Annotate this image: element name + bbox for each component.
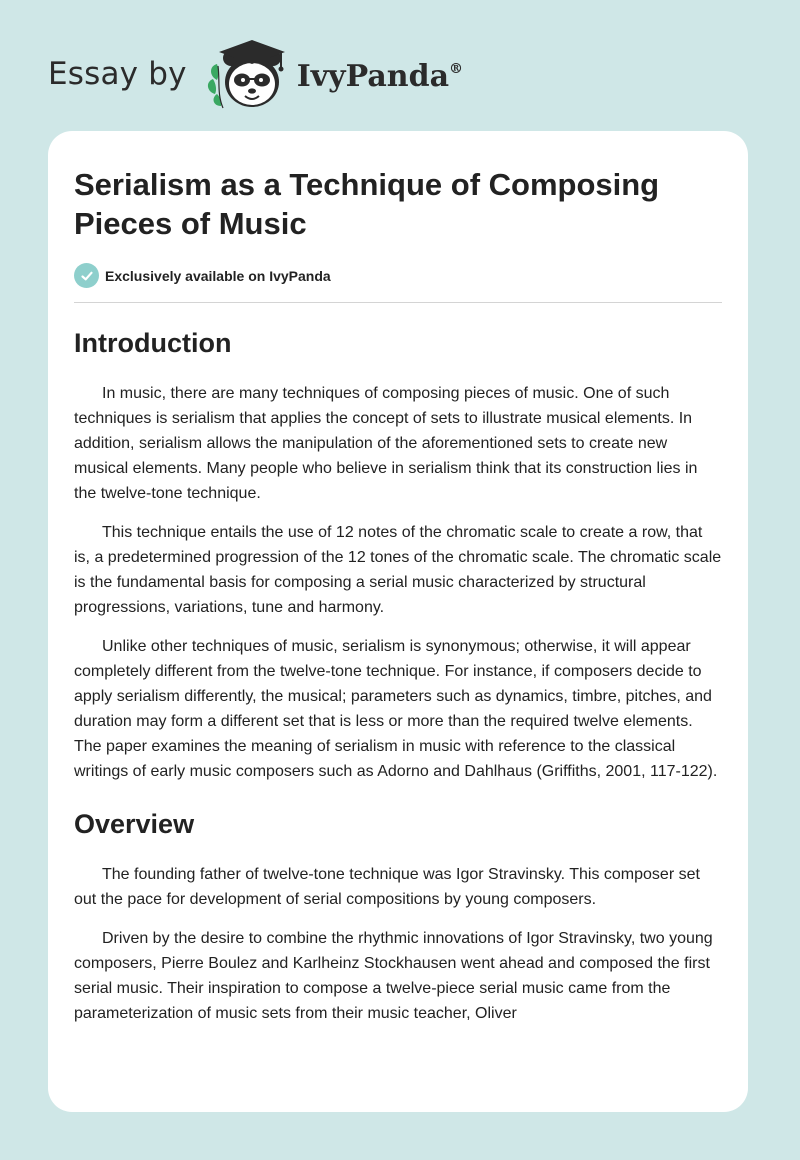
essay-card [48,131,748,1112]
paragraph: In music, there are many techniques of composing pieces of music. One of such techniques is serialism that applies the concept of sets to illustrate musical elements. In addition, serialism allows the manipulation of the aforementioned sets to create new musical elements. Many people who believe in serialism think that its construction lies in the twelve-tone technique. [74,385,698,502]
essay-by-label: Essay by [48,56,187,92]
registered-mark: ® [449,60,464,77]
paragraph: This technique entails the use of 12 notes of the chromatic scale to create a row, that is, a predetermined progression of the 12 tones of the chromatic scale. The chromatic scale is the fundamental basis for composing a serial music characterized by structural progressions, variations, tune and harmony. [74,524,722,616]
paragraph: The founding father of twelve-tone technique was Igor Stravinsky. This composer set out the pace for development of serial compositions by young composers. [74,866,700,908]
section-heading-introduction: Introduction [74,328,232,358]
brand-name: IvyPanda® [296,58,464,94]
site-header [48,36,463,112]
page-title: Serialism as a Technique of Composing Pieces of Music [74,167,660,241]
paragraph: Driven by the desire to combine the rhythmic innovations of Igor Stravinsky, two young composers, Pierre Boulez and Karlheinz Stockhausen went ahead and composed the first serial music. Their inspiration to compose a twelve-piece serial music came from the parameterization of music sets from their music teacher, Oliver [74,930,713,1022]
exclusive-badge-label: Exclusively available on IvyPanda [105,267,331,284]
section-heading-overview: Overview [74,809,195,839]
exclusive-badge [74,263,722,303]
check-icon [74,263,99,288]
paragraph: Unlike other techniques of music, serialism is synonymous; otherwise, it will appear completely different from the twelve-tone technique. For instance, if composers decide to apply serialism differently, the musical; parameters such as dynamics, timbre, pitches, and duration may form a different set that is less or more than the required twelve elements. The paper examines the meaning of serialism in music with reference to the classical writings of early music composers such as Adorno and Dahlhaus (Griffiths, 2001, 117-122). [74,638,718,780]
panda-graduate-icon [203,36,293,112]
